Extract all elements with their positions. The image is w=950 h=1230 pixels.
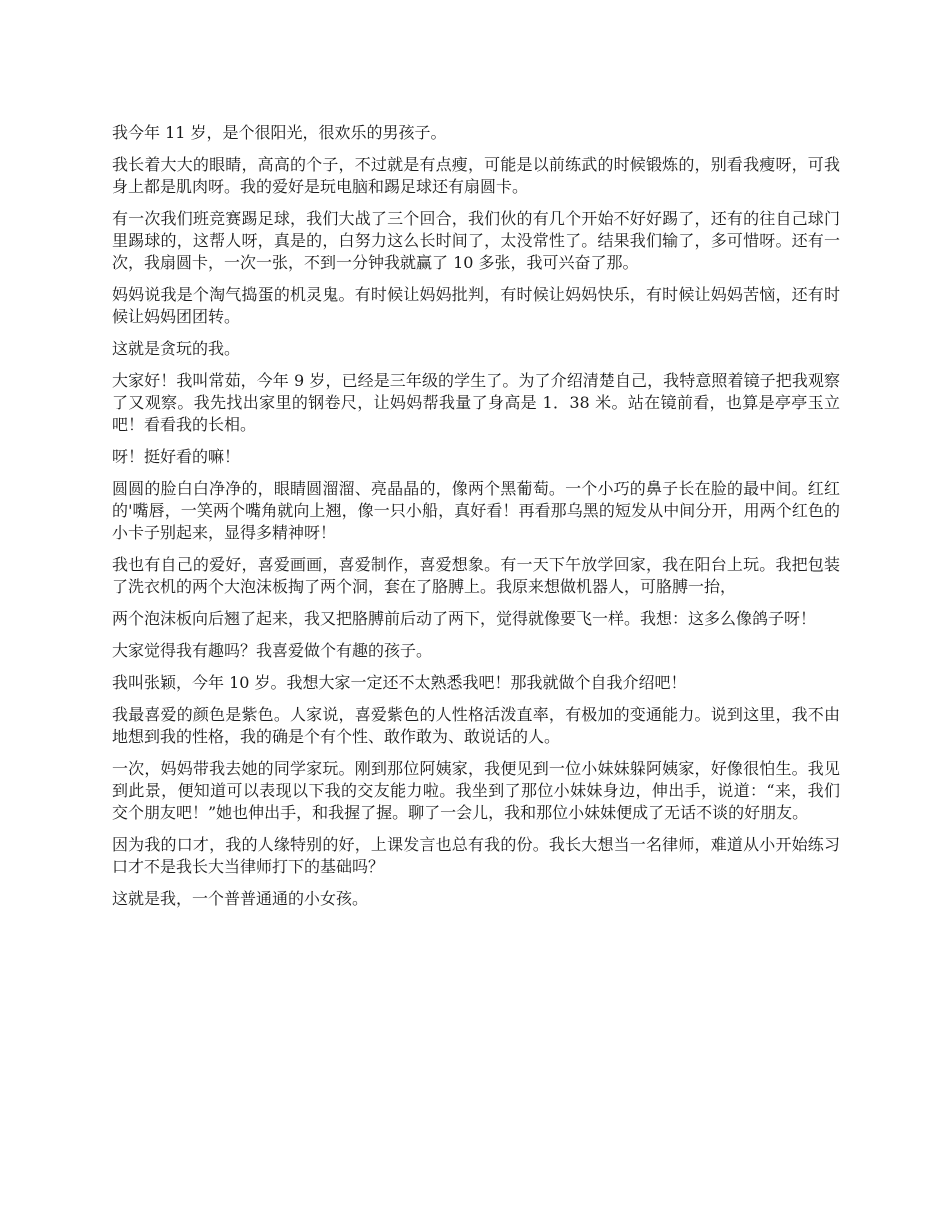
paragraph: 我今年 11 岁，是个很阳光，很欢乐的男孩子。 (112, 123, 447, 142)
paragraph: 我也有自己的爱好，喜爱画画，喜爱制作，喜爱想象。有一天下午放学回家，我在阳台上玩。我把包装了洗衣机的两个大泡沫板掏了两个洞，套在了胳膊上。我原来想做机器人，可胳膊一抬， (112, 555, 840, 596)
paragraph: 大家好！我叫常茹，今年 9 岁，已经是三年级的学生了。为了介绍清楚自己，我特意照着镜子把我观察了又观察。我先找出家里的钢卷尺，让妈妈帮我量了身高是 1．38 米。站在镜前看，也算是亭亭玉立吧！看看我的长相。 (112, 371, 840, 434)
paragraph: 呀！挺好看的嘛！ (112, 447, 241, 466)
paragraph: 有一次我们班竞赛踢足球，我们大战了三个回合，我们伙的有几个开始不好好踢了，还有的往自己球门里踢球的，这帮人呀，真是的，白努力这么长时间了，太没常性了。结果我们输了，多可惜呀。还有一次，我扇圆卡，一次一张，不到一分钟我就赢了 10 多张，我可兴奋了那。 (112, 209, 840, 272)
paragraph: 我最喜爱的颜色是紫色。人家说，喜爱紫色的人性格活泼直率，有极加的变通能力。说到这里，我不由地想到我的性格，我的确是个有个性、敢作敢为、敢说话的人。 (112, 705, 840, 746)
paragraph: 大家觉得我有趣吗？我喜爱做个有趣的孩子。 (112, 641, 433, 660)
paragraph: 两个泡沫板向后翘了起来，我又把胳膊前后动了两下，觉得就像要飞一样。我想：这多么像鸽子呀！ (112, 609, 817, 628)
document-body (112, 122, 840, 920)
paragraph: 这就是贪玩的我。 (112, 339, 241, 358)
paragraph: 妈妈说我是个淘气捣蛋的机灵鬼。有时候让妈妈批判，有时候让妈妈快乐，有时候让妈妈苦恼，还有时候让妈妈团团转。 (112, 285, 840, 326)
paragraph: 我叫张颖，今年 10 岁。我想大家一定还不太熟悉我吧！那我就做个自我介绍吧！ (112, 673, 687, 692)
paragraph: 这就是我，一个普普通通的小女孩。 (112, 889, 369, 908)
paragraph: 因为我的口才，我的人缘特别的好，上课发言也总有我的份。我长大想当一名律师，难道从小开始练习口才不是我长大当律师打下的基础吗？ (112, 835, 840, 876)
paragraph: 圆圆的脸白白净净的，眼睛圆溜溜、亮晶晶的，像两个黑葡萄。一个小巧的鼻子长在脸的最中间。红红的'嘴唇，一笑两个嘴角就向上翘，像一只小船，真好看！再看那乌黑的短发从中间分开，用两个红色的小卡子别起来，显得多精神呀！ (112, 479, 840, 542)
paragraph: 一次，妈妈带我去她的同学家玩。刚到那位阿姨家，我便见到一位小妹妹躲阿姨家，好像很怕生。我见到此景，便知道可以表现以下我的交友能力啦。我坐到了那位小妹妹身边，伸出手，说道：“来，我们交个朋友吧！”她也伸出手，和我握了握。聊了一会儿，我和那位小妹妹便成了无话不谈的好朋友。 (112, 759, 840, 822)
paragraph: 我长着大大的眼睛，高高的个子，不过就是有点瘦，可能是以前练武的时候锻炼的，别看我瘦呀，可我身上都是肌肉呀。我的爱好是玩电脑和踢足球还有扇圆卡。 (112, 155, 840, 196)
